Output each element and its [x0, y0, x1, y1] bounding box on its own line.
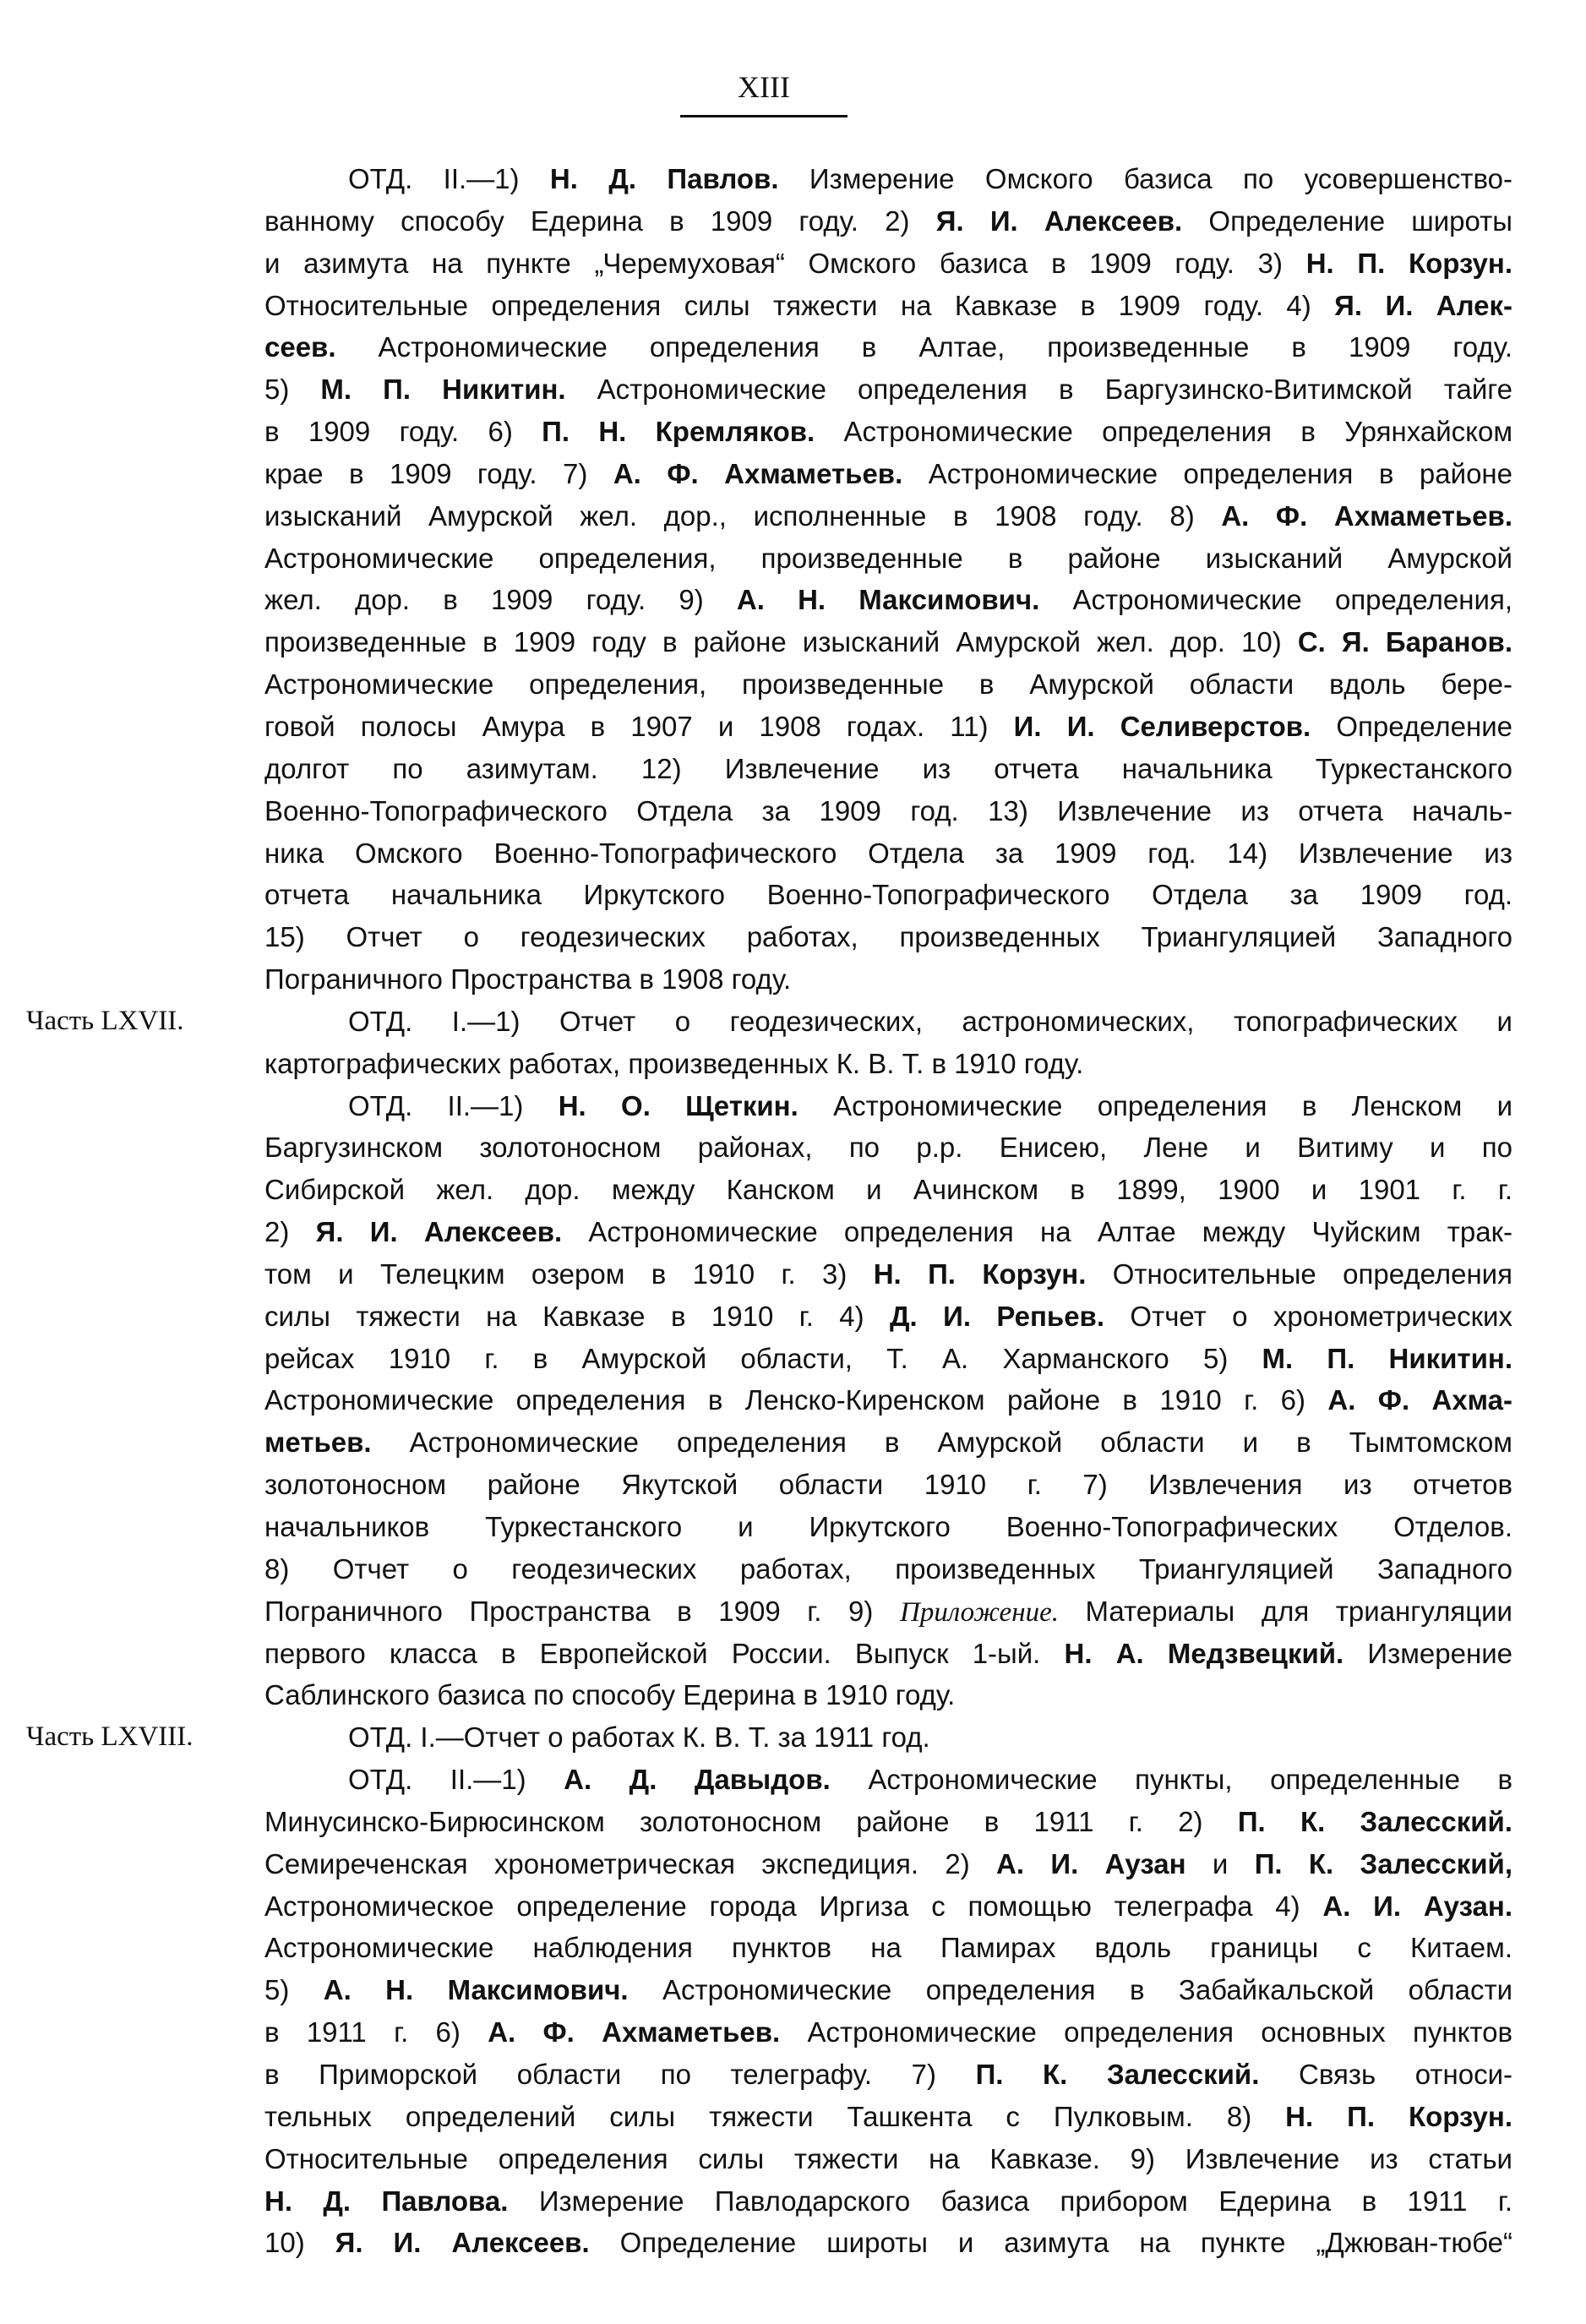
text-segment: ОТД. II.—1): [348, 1089, 559, 1121]
text-line: [264, 537, 1512, 580]
text-segment: Измерение Павлодарского базиса прибором Едерина в 1911 г.: [508, 2185, 1513, 2217]
author-name: П. Н. Кремляков.: [542, 416, 815, 448]
text-segment: Относительные определения силы тяжести на Кавказе. 9) Извлечение из статьи: [264, 2142, 1512, 2174]
author-name: Н. П. Корзун.: [1285, 2100, 1513, 2132]
author-name: А. И. Аузан: [996, 1847, 1186, 1879]
text-line: [26, 1716, 1512, 1759]
text-line: [264, 1969, 1512, 2011]
text-line: [264, 2096, 1512, 2138]
text-segment: силы тяжести на Кавказе в 1910 г. 4): [264, 1300, 891, 1332]
text-segment: Семиреченская хронометрическая экспедиция. 2): [264, 1847, 997, 1879]
text-segment: Измерение: [1343, 1637, 1512, 1669]
text-segment: Астрономическое определение города Иргиза с помощью телеграфа 4): [264, 1890, 1323, 1922]
text-segment: 5): [264, 1974, 324, 2006]
part-label: Часть LXVIII.: [26, 1721, 193, 1753]
author-name: А. Д. Давыдов.: [564, 1764, 831, 1796]
text-line: [264, 285, 1512, 327]
text-segment: Пограничного Пространства в 1909 г. 9): [264, 1595, 900, 1627]
text-line: [264, 453, 1512, 495]
author-name: П. К. Залесский.: [1237, 1805, 1512, 1837]
author-name: И. И. Селиверстов.: [1013, 710, 1311, 742]
text-segment: Материалы для триангуляции: [1058, 1595, 1512, 1627]
text-line: [264, 1169, 1512, 1211]
text-line: [264, 916, 1512, 958]
text-segment: Астрономические определения в районе: [902, 457, 1512, 489]
author-name: Н. Д. Павлов.: [549, 163, 779, 194]
text-segment: Астрономические определения в Баргузинско-Витимской тайге: [565, 374, 1512, 406]
text-line: [264, 1548, 1512, 1590]
text-line: [264, 368, 1512, 411]
text-segment: Военно-Топографического Отдела за 1909 год. 13) Извлечение из отчета началь-: [264, 794, 1512, 826]
text-segment: жел. дор. в 1909 году. 9): [264, 584, 737, 616]
author-name: А. Ф. Ахмаметьев.: [1221, 499, 1512, 532]
text-line: [264, 2222, 1512, 2264]
text-line: [264, 748, 1512, 790]
text-segment: первого класса в Европейской России. Выпуск 1-ый.: [264, 1637, 1065, 1669]
text-line: [264, 579, 1512, 621]
text-line: [26, 1001, 1512, 1043]
text-segment: долгот по азимутам. 12) Извлечение из отчета начальника Туркестанского: [264, 752, 1512, 784]
header-rule: [680, 115, 848, 117]
author-name: А. И. Аузан.: [1322, 1890, 1512, 1922]
text-line: [264, 832, 1512, 875]
author-name: Н. Д. Павлова.: [264, 2185, 509, 2217]
text-line: [264, 200, 1512, 243]
author-name: А. Ф. Ахмаметьев.: [488, 2016, 781, 2049]
author-name: А. Ф. Ахмаметьев.: [613, 457, 903, 489]
text-line: [264, 1379, 1512, 1421]
text-line: [264, 1085, 1512, 1127]
author-name: М. П. Никитин.: [320, 374, 566, 406]
author-name: метьев.: [264, 1427, 372, 1459]
author-name: Н. А. Медзвецкий.: [1064, 1637, 1344, 1669]
author-name: Н. О. Щеткин.: [558, 1089, 798, 1121]
text-segment: Минусинско-Бирюсинском золотоносном районе в 1911 г. 2): [264, 1805, 1238, 1837]
text-line: [264, 958, 1512, 1001]
text-segment: Астрономические определения в Ленском и: [798, 1089, 1512, 1121]
author-name: Н. П. Корзун.: [873, 1257, 1087, 1290]
author-name: А. Ф. Ахма-: [1327, 1384, 1512, 1416]
text-segment: ОТД. II.—1): [348, 1764, 564, 1796]
text-line: [264, 1759, 1512, 1801]
text-segment: отчета начальника Иркутского Военно-Топографического Отдела за 1909 год.: [264, 879, 1512, 911]
text-line: [264, 1464, 1512, 1506]
author-name: Д. И. Репьев.: [890, 1300, 1104, 1332]
text-segment: Астрономические определения в Алтае, произведенные в 1909 году.: [335, 331, 1512, 363]
text-segment: Измерение Омского базиса по усовершенство-: [778, 163, 1512, 194]
text-segment: и азимута на пункте „Черемуховая“ Омского базиса в 1909 году. 3): [264, 247, 1306, 279]
text-segment: Определение широты и азимута на пункте „Джюван-тюбе“: [589, 2227, 1512, 2259]
text-segment: 5): [264, 374, 321, 406]
text-segment: ОТД. II.—1): [348, 163, 550, 194]
author-name: А. Н. Максимович.: [323, 1974, 629, 2006]
text-line: [264, 1843, 1512, 1885]
text-segment: золотоносном районе Якутской области 1910 г. 7) Извлечения из отчетов: [264, 1469, 1512, 1501]
part-label: Часть LXVII.: [26, 1005, 184, 1036]
text-line: [264, 1338, 1512, 1380]
text-line: [264, 326, 1512, 368]
text-segment: Саблинского базиса по способу Едерина в 1910 году.: [264, 1679, 956, 1711]
text-line: [264, 663, 1512, 706]
text-segment: Астрономические пункты, определенные в: [830, 1764, 1512, 1796]
author-name: Я. И. Алексеев.: [315, 1216, 563, 1248]
author-name: Н. П. Корзун.: [1305, 247, 1513, 279]
author-name: Я. И. Алексеев.: [335, 2227, 590, 2259]
text-segment: 2): [264, 1216, 316, 1248]
text-line: [264, 1043, 1512, 1085]
author-name: сеев.: [264, 331, 336, 363]
text-segment: 10): [264, 2227, 335, 2259]
text-segment: Астрономические определения в Забайкальской области: [628, 1974, 1512, 2006]
author-name: Я. И. Алексеев.: [935, 205, 1183, 237]
text-line: [264, 1506, 1512, 1548]
text-line: [264, 1296, 1512, 1338]
text-segment: Пограничного Пространства в 1908 году.: [264, 963, 792, 996]
text-segment: изысканий Амурской жел. дор., исполненные в 1908 году. 8): [264, 499, 1222, 532]
text-line: [264, 2054, 1512, 2096]
text-segment: Астрономические определения в Урянхайском: [815, 416, 1513, 448]
text-segment: Астрономические определения, произведенные в Амурской области вдоль бере-: [264, 668, 1512, 701]
text-segment: 8) Отчет о геодезических работах, произведенных Триангуляцией Западного: [264, 1552, 1512, 1585]
text-line: [264, 1633, 1512, 1675]
text-segment: в 1911 г. 6): [264, 2016, 488, 2049]
text-line: [264, 874, 1512, 916]
text-segment: и: [1185, 1847, 1255, 1879]
text-segment: ника Омского Военно-Топографического Отдела за 1909 год. 14) Извлечение из: [264, 837, 1512, 869]
page-number: XIII: [738, 70, 790, 104]
text-segment: Определение: [1311, 710, 1512, 742]
text-segment: Астрономические определения,: [1039, 584, 1512, 616]
author-name: М. П. Никитин.: [1262, 1342, 1512, 1374]
text-line: [264, 158, 1512, 200]
text-segment: ОТД. I.—Отчет о работах К. В. Т. за 1911 год.: [348, 1721, 930, 1754]
text-segment: ОТД. I.—1) Отчет о геодезических, астрономических, топографических и: [348, 1005, 1512, 1037]
body-text: [26, 158, 1513, 2264]
text-segment: начальников Туркестанского и Иркутского Военно-Топографических Отделов.: [264, 1511, 1512, 1542]
text-line: [264, 411, 1512, 453]
text-line: [264, 2180, 1512, 2223]
text-line: [264, 1885, 1512, 1928]
text-line: [264, 1927, 1512, 1969]
text-line: [264, 2138, 1512, 2180]
author-name: П. К. Залесский,: [1254, 1847, 1512, 1879]
text-segment: говой полосы Амура в 1907 и 1908 годах. 11): [264, 710, 1014, 742]
text-segment: ванному способу Едерина в 1909 году. 2): [264, 205, 936, 237]
author-name: Я. И. Алек-: [1334, 289, 1512, 321]
italic-text: Приложение.: [899, 1596, 1059, 1628]
text-segment: Сибирской жел. дор. между Канском и Ачинском в 1899, 1900 и 1901 г. г.: [264, 1174, 1512, 1206]
text-segment: том и Телецким озером в 1910 г. 3): [264, 1257, 874, 1290]
author-name: А. Н. Максимович.: [736, 584, 1040, 616]
text-segment: Отчет о хронометрических: [1104, 1300, 1512, 1332]
text-segment: произведенные в 1909 году в районе изысканий Амурской жел. дор. 10): [264, 626, 1298, 658]
text-segment: в Приморской области по телеграфу. 7): [264, 2058, 976, 2090]
text-segment: Астрономические определения в Амурской области и в Тымтомском: [371, 1427, 1512, 1459]
text-line: [264, 621, 1512, 663]
text-segment: тельных определений силы тяжести Ташкента с Пулковым. 8): [264, 2100, 1286, 2132]
text-segment: в 1909 году. 6): [264, 416, 542, 448]
text-segment: рейсах 1910 г. в Амурской области, Т. А. Харманского 5): [264, 1342, 1262, 1374]
author-name: С. Я. Баранов.: [1297, 626, 1512, 658]
text-segment: Астрономические определения, произведенные в районе изысканий Амурской: [264, 542, 1512, 574]
text-segment: Связь относи-: [1259, 2058, 1512, 2090]
text-line: [264, 706, 1512, 748]
text-line: [264, 1253, 1512, 1296]
text-segment: 15) Отчет о геодезических работах, произведенных Триангуляцией Западного: [264, 921, 1512, 953]
text-segment: Определение широты: [1182, 205, 1512, 237]
text-segment: Баргузинском золотоносном районах, по р.р. Енисею, Лене и Витиму и по: [264, 1132, 1512, 1164]
text-line: [264, 243, 1512, 285]
text-segment: Астрономические определения основных пунктов: [780, 2016, 1512, 2049]
text-segment: Астрономические определения в Ленско-Киренском районе в 1910 г. 6): [264, 1384, 1328, 1416]
text-line: [264, 1590, 1512, 1633]
text-segment: крае в 1909 году. 7): [264, 457, 613, 489]
text-line: [264, 1127, 1512, 1169]
text-line: [264, 495, 1512, 537]
text-segment: картографических работах, произведенных К. В. Т. в 1910 году.: [264, 1047, 1084, 1079]
text-line: [264, 1421, 1512, 1464]
text-line: [264, 1801, 1512, 1843]
text-line: [264, 1211, 1512, 1253]
text-segment: Астрономические наблюдения пунктов на Памирах вдоль границы с Китаем.: [264, 1932, 1512, 1964]
text-line: [264, 790, 1512, 832]
text-segment: Астрономические определения на Алтае между Чуйским трак-: [562, 1216, 1513, 1248]
text-segment: Относительные определения силы тяжести на Кавказе в 1909 году. 4): [264, 289, 1335, 321]
text-line: [264, 1674, 1512, 1716]
text-segment: Относительные определения: [1086, 1257, 1512, 1290]
text-line: [264, 2011, 1512, 2054]
author-name: П. К. Залесский.: [975, 2058, 1260, 2090]
